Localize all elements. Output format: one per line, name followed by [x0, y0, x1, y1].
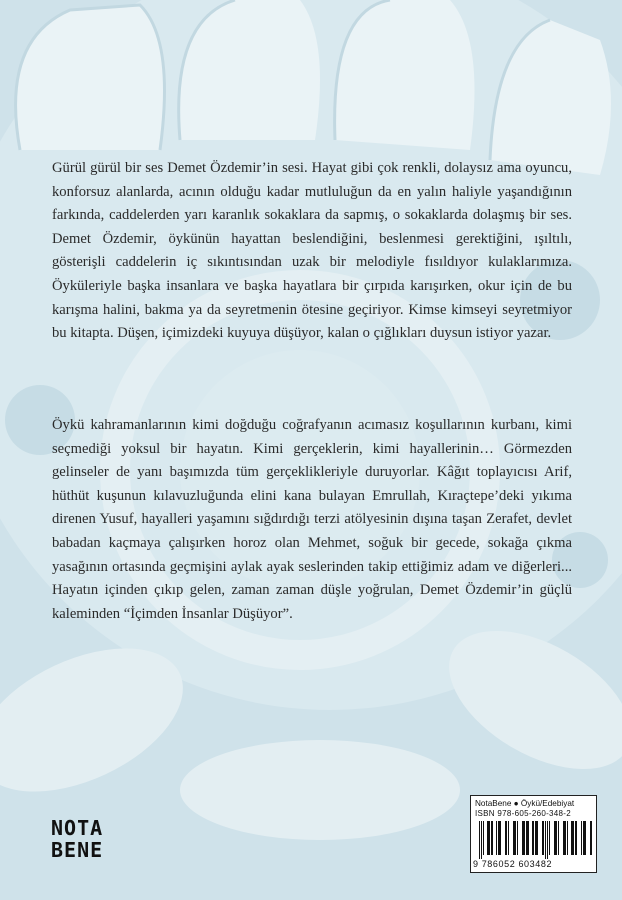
isbn-line: ISBN 978-605-260-348-2 [475, 809, 571, 818]
back-cover-paragraph-2: Öykü kahramanlarının kimi doğduğu coğrafyanın acımasız koşullarının kurbanı, kimi seçmediği yoksul bir hayatın. Kimi gerçeklerin, kimi hayallerinin… Görmezden gelinseler de yanı başımızda tüm gerçeklikleriyle duruyorlar. Kâğıt toplayıcısı Arif, hüthüt kuşunun kılavuzluğunda elini kana bulayan Emrullah, Kıraçtepe’deki yıkıma direnen Yusuf, hayalleri yaşamını sığdırdığı terzi atölyesinin dışına taşan Zerafet, devlet babadan kaçmaya çalışırken horoz olan Mehmet, soğuk bir gecede, sokağa çıkma yasağının ortasında geçmişini aylak ayak seslerinden takip ettiğimiz adam ve diğerleri... Hayatın içinden çıkıp gelen, zaman zaman düşle yoğrulan, Demet Özdemir’in güçlü kaleminden “İçimden İnsanlar Düşüyor”. [52, 417, 572, 622]
publisher-logo [51, 816, 104, 867]
barcode-icon [477, 821, 592, 859]
logo-line-2: BENE [51, 838, 104, 862]
publisher-category-line: NotaBene ● Öykü/Edebiyat [475, 799, 575, 808]
logo-line-1: NOTA [51, 816, 104, 840]
isbn-barcode-box [470, 795, 597, 873]
barcode-digits: 9 786052 603482 [473, 859, 553, 869]
back-cover-paragraph-1: Gürül gürül bir ses Demet Özdemir’in sesi. Hayat gibi çok renkli, dolaysız ama oyuncu, konforsuz alanlarda, acının olduğu kadar mutluluğun da en yalın haliyle yaşandığının farkında, caddelerden yarı karanlık sokaklara da sapmış, o sokaklarda dolaşmış bir ses. Demet Özdemir, öykünün hayattan beslendiğini, beslenmesi gerektiğini, ışıltılı, gösterişli caddelerin iç sıkıntısından uzak bir melodiyle fısıldıyor kulaklarımıza. Öyküleriyle başka insanlara ve başka hayatlara bir çırpıda karışırken, okur için de bu karışma halini, bakma ya da seyretmenin ötesine geçiriyor. Kimse kimseyi seyretmiyor bu kitapta. Düşen, içimizdeki kuyuya düşüyor, kalan o çığlıkları duysun istiyor yazar. [52, 160, 572, 342]
